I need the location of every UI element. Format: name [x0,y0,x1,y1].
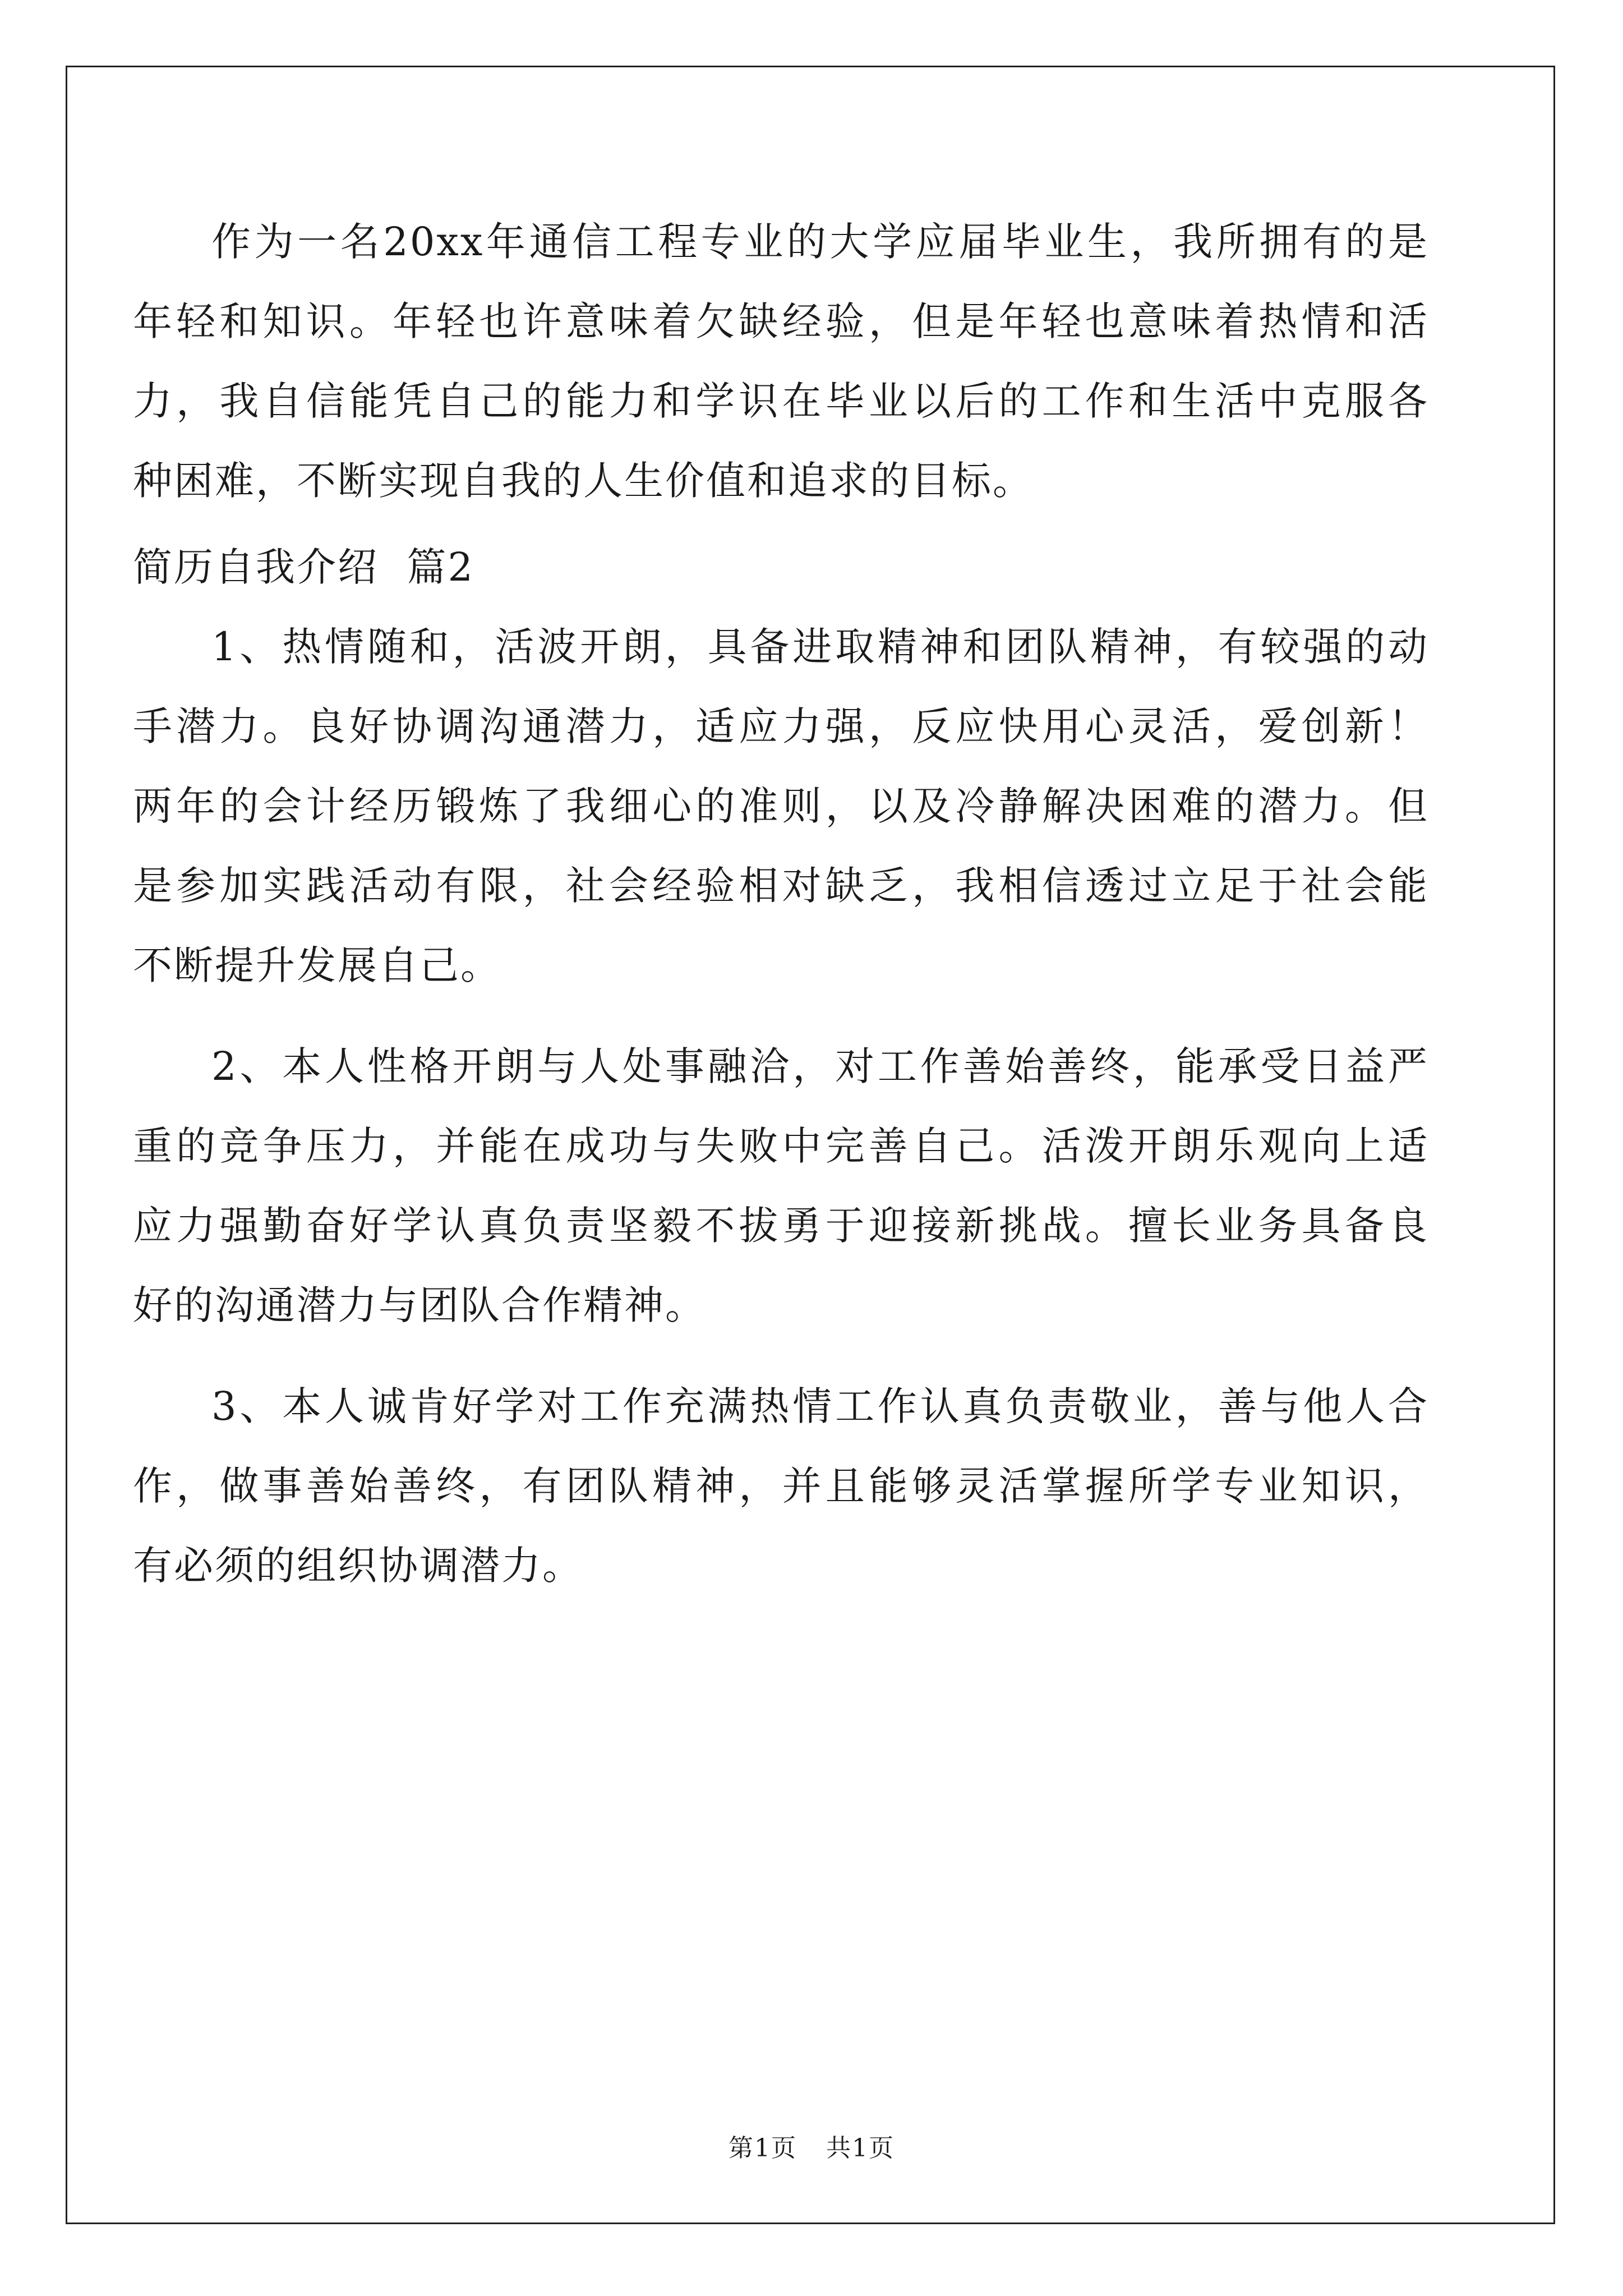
document-body [133,202,1429,1605]
paragraph-item-3 [133,1366,1429,1605]
paragraph-line: 好的沟通潜力与团队合作精神。 [133,1282,706,1328]
paragraph-item-1 [133,607,1429,1005]
paragraph-line: 种困难，不断实现自我的人生价值和追求的目标。 [133,458,1034,504]
paragraph-line: 应力强勤奋好学认真负责坚毅不拔勇于迎接新挑战。擅长业务具备良 [133,1203,1429,1249]
paragraph-line: 作为一名20xx年通信工程专业的大学应届毕业生，我所拥有的是 [211,219,1429,265]
paragraph-line: 1、热情随和，活波开朗，具备进取精神和团队精神，有较强的动 [211,624,1429,670]
page-footer [0,2133,1623,2164]
page-total: 共1页 [826,2134,895,2162]
paragraph-line: 2、本人性格开朗与人处事融洽，对工作善始善终，能承受日益严 [211,1043,1429,1089]
paragraph-line: 3、本人诚肯好学对工作充满热情工作认真负责敬业，善与他人合 [211,1383,1429,1429]
intro-paragraph [133,202,1429,521]
page-number: 第1页 [728,2134,797,2162]
paragraph-line: 不断提升发展自己。 [133,942,501,988]
paragraph-spacer [133,1005,1429,1027]
paragraph-line: 年轻和知识。年轻也许意味着欠缺经验，但是年轻也意味着热情和活 [133,298,1429,344]
paragraph-spacer [133,1345,1429,1366]
paragraph-item-2 [133,1027,1429,1345]
paragraph-line: 是参加实践活动有限，社会经验相对缺乏，我相信透过立足于社会能 [133,863,1429,909]
paragraph-line: 重的竞争压力，并能在成功与失败中完善自己。活泼开朗乐观向上适 [133,1123,1429,1169]
paragraph-line: 手潜力。良好协调沟通潜力，适应力强，反应快用心灵活，爱创新！ [133,703,1429,749]
paragraph-line: 力，我自信能凭自己的能力和学识在毕业以后的工作和生活中克服各 [133,378,1429,424]
paragraph-line: 两年的会计经历锻炼了我细心的准则，以及冷静解决困难的潜力。但 [133,783,1429,829]
section-heading: 简历自我介绍 篇2 [133,544,475,590]
paragraph-line: 有必须的组织协调潜力。 [133,1543,583,1589]
paragraph-line: 作，做事善始善终，有团队精神，并且能够灵活掌握所学专业知识， [133,1463,1429,1509]
